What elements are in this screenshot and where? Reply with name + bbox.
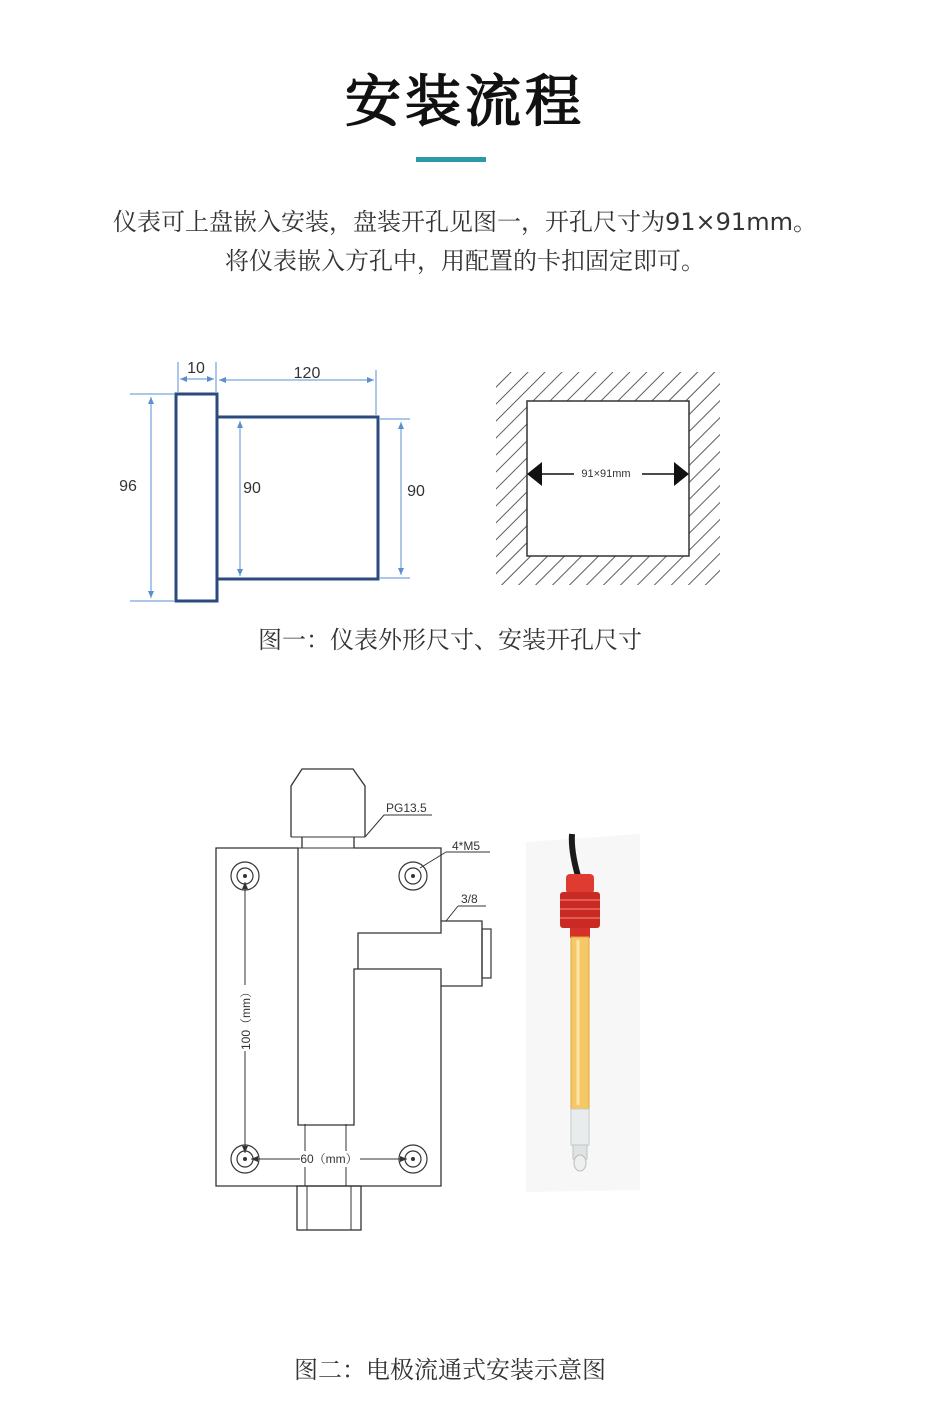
label-4-m5: 4*M5 (452, 839, 481, 853)
intro-line-2: 将仪表嵌入方孔中，用配置的卡扣固定即可。 (225, 247, 705, 275)
dim-horizontal-60: 60（mm） (300, 1152, 358, 1166)
dim-body-height-outer: 90 (407, 483, 425, 500)
dim-vertical-100: 100（mm） (239, 985, 253, 1051)
meter-front-panel (176, 394, 217, 601)
side-port (441, 921, 482, 986)
dim-body-height-inner: 90 (243, 480, 261, 497)
dim-front-height: 96 (119, 478, 137, 495)
page-title: 安装流程 (345, 70, 585, 135)
meter-body (217, 417, 378, 579)
label-3-8: 3/8 (461, 892, 478, 906)
dim-front-depth: 10 (187, 360, 205, 377)
intro-line-1: 仪表可上盘嵌入安装，盘装开孔见图一，开孔尺寸为91×91mm。 (113, 208, 817, 236)
figure2-caption: 图二：电极流通式安装示意图 (294, 1356, 606, 1384)
label-pg13-5: PG13.5 (386, 801, 427, 815)
electrode-probe-photo (526, 834, 640, 1192)
dim-body-length: 120 (293, 365, 321, 382)
cutout-size-label: 91×91mm (581, 468, 631, 480)
figure1-caption: 图一：仪表外形尺寸、安装开孔尺寸 (258, 626, 642, 654)
